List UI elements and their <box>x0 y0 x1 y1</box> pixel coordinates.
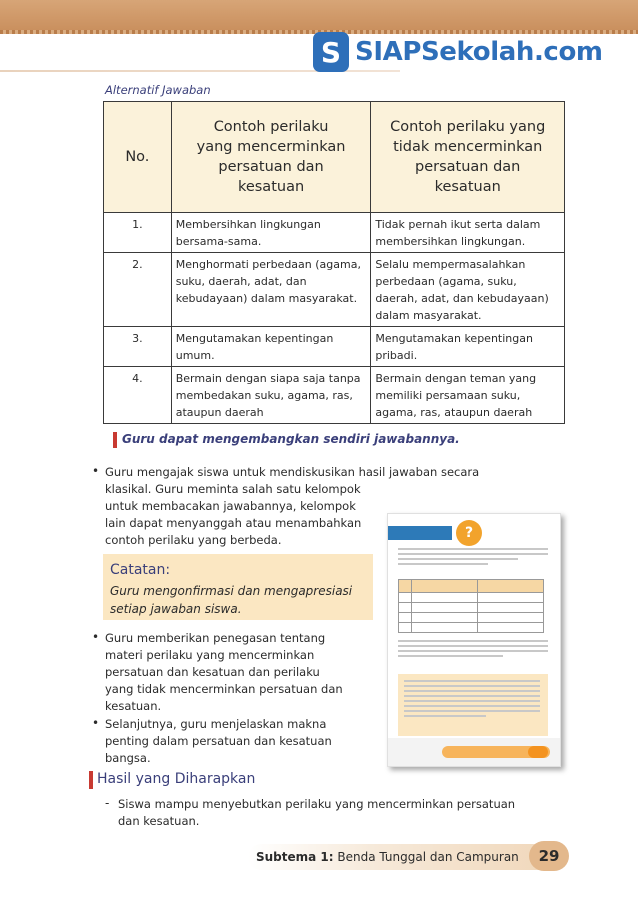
bullet1-line3: untuk membacakan jawabannya, kelompok <box>105 499 356 513</box>
footer-subtema: Subtema 1: Benda Tunggal dan Campuran <box>256 850 519 864</box>
question-icon: ? <box>456 520 482 546</box>
book-page-number <box>528 746 548 758</box>
teacher-note: Guru dapat mengembangkan sendiri jawabannya. <box>122 432 460 446</box>
page-number: 29 <box>529 841 569 871</box>
book-note-box <box>398 674 548 736</box>
book-mini-table <box>398 579 544 633</box>
bullet-marker: • <box>92 630 100 644</box>
hasil-line2: dan kesatuan. <box>118 814 200 828</box>
bullet2-line3: persatuan dan kesatuan dan perilaku <box>105 665 320 679</box>
catatan-line1: Guru mengonfirmasi dan mengapresiasi <box>110 584 353 598</box>
bullet2-line2: materi perilaku yang mencerminkan <box>105 648 315 662</box>
bullet-marker: • <box>92 464 100 478</box>
bullet1-line5: contoh perilaku yang berbeda. <box>105 533 282 547</box>
bullet3-line2: penting dalam persatuan dan kesatuan <box>105 734 332 748</box>
book-text-lines <box>398 548 548 568</box>
dash-marker: - <box>105 796 110 810</box>
bullet2-line5: kesatuan. <box>105 699 162 713</box>
hasil-title: Hasil yang Diharapkan <box>97 771 256 787</box>
bullet1-line4: lain dapat menyanggah atau menambahkan <box>105 516 362 530</box>
book-footer <box>388 738 560 766</box>
row-positive: Menghormati perbedaan (agama, suku, daerah, adat, dan kebudayaan) dalam masyarakat. <box>171 253 371 327</box>
table-row <box>104 327 565 367</box>
hasil-line1: Siswa mampu menyebutkan perilaku yang mencerminkan persatuan <box>118 797 516 811</box>
catatan-title: Catatan: <box>110 562 171 578</box>
catatan-line2: setiap jawaban siswa. <box>110 602 242 616</box>
row-positive: Bermain dengan siapa saja tanpa membedakan suku, agama, ras, ataupun daerah <box>171 367 371 424</box>
catatan-body <box>110 582 372 618</box>
row-number: 2. <box>104 253 172 327</box>
bullet2-line1: Guru memberikan penegasan tentang <box>105 631 326 645</box>
table-row <box>104 253 565 327</box>
note-marker <box>113 432 117 448</box>
bullet2-line4: yang tidak mencerminkan persatuan dan <box>105 682 343 696</box>
bullet-marker: • <box>92 716 100 730</box>
row-negative: Tidak pernah ikut serta dalam membersihkan lingkungan. <box>371 213 565 253</box>
header-band <box>0 0 638 34</box>
bullet1-line1: Guru mengajak siswa untuk mendiskusikan hasil jawaban secara <box>105 465 480 479</box>
row-negative: Selalu mempermasalahkan perbedaan (agama, suku, daerah, adat, dan kebudayaan) dalam masyarakat. <box>371 253 565 327</box>
row-number: 3. <box>104 327 172 367</box>
table-header-positive: Contoh perilaku yang mencerminkan persatuan dan kesatuan <box>171 102 371 213</box>
bullet3-line1: Selanjutnya, guru menjelaskan makna <box>105 717 327 731</box>
table-row <box>104 213 565 253</box>
table-header-no: No. <box>104 102 172 213</box>
row-positive: Membersihkan lingkungan bersama-sama. <box>171 213 371 253</box>
row-number: 4. <box>104 367 172 424</box>
bullet1-line2: klasikal. Guru meminta salah satu kelompok <box>105 482 361 496</box>
bullet3-line3: bangsa. <box>105 751 151 765</box>
logo-icon: S <box>313 32 349 72</box>
hasil-marker <box>89 771 93 789</box>
book-text-lines <box>398 640 548 660</box>
site-logo[interactable] <box>313 30 603 74</box>
row-positive: Mengutamakan kepentingan umum. <box>171 327 371 367</box>
logo-text: SIAPSekolah.com <box>355 37 603 67</box>
answer-table <box>103 101 565 424</box>
book-banner <box>388 526 452 540</box>
table-header-negative: Contoh perilaku yang tidak mencerminkan persatuan dan kesatuan <box>371 102 565 213</box>
section-title: Alternatif Jawaban <box>105 83 211 97</box>
row-negative: Bermain dengan teman yang memiliki persamaan suku, agama, ras, ataupun daerah <box>371 367 565 424</box>
book-page-thumbnail <box>387 513 561 767</box>
table-row <box>104 367 565 424</box>
row-number: 1. <box>104 213 172 253</box>
row-negative: Mengutamakan kepentingan pribadi. <box>371 327 565 367</box>
